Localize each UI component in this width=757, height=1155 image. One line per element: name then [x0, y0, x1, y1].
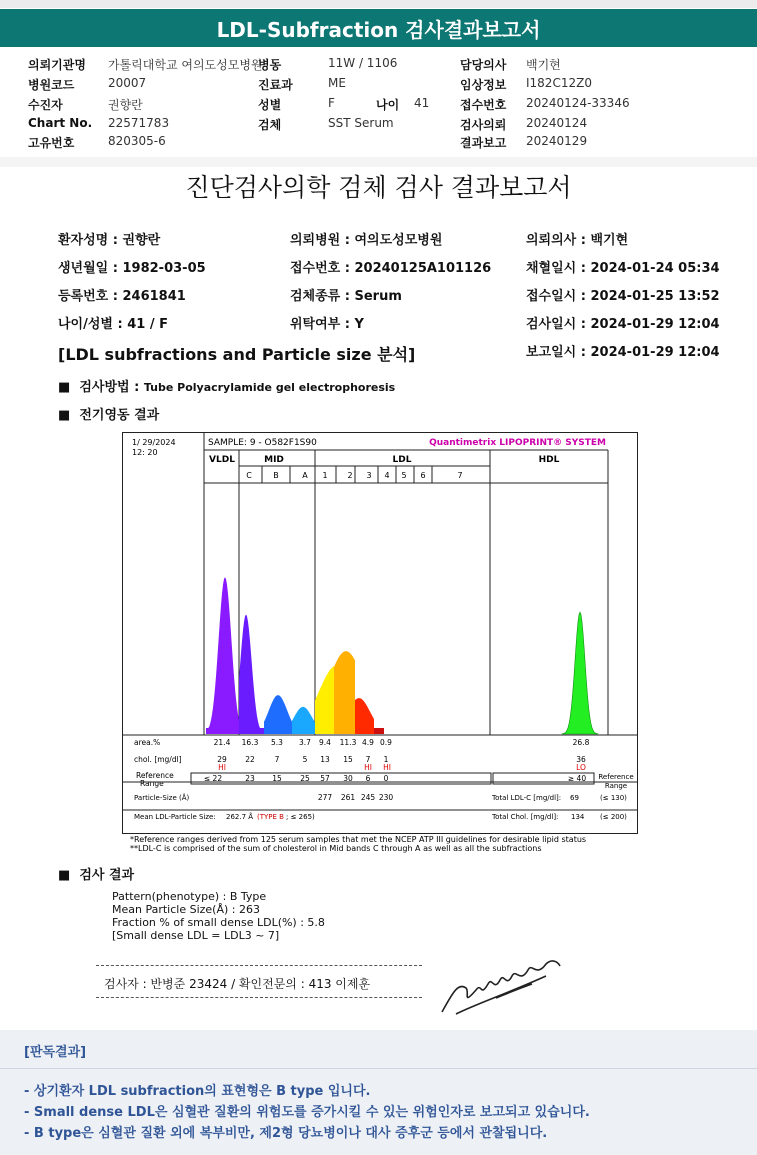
- registration-label: 등록번호 : 2461841: [58, 289, 186, 304]
- figure-system: Quantimetrix LIPOPRINT® SYSTEM: [429, 438, 606, 448]
- area-value: 3.7: [299, 738, 311, 747]
- peak-2: [334, 651, 355, 734]
- result-line: [Small dense LDL = LDL3 ~ 7]: [112, 929, 280, 942]
- header-value: 권향란: [108, 98, 143, 112]
- hospital-label: 의뢰병원 : 여의도성모병원: [290, 233, 443, 248]
- chol-value: 29: [217, 755, 227, 764]
- band-label-3: 3: [366, 471, 372, 480]
- total-ldl-label: Total LDL-C [mg/dl]:: [492, 794, 562, 802]
- specimen-label: 검체종류 : Serum: [290, 289, 402, 304]
- header-value: 820305-6: [108, 134, 166, 148]
- total-chol-value: 134: [571, 813, 585, 821]
- ref-right-1: Reference: [598, 773, 634, 781]
- range-label: Range: [140, 779, 164, 788]
- birthdate-label: 생년월일 : 1982-03-05: [58, 261, 206, 276]
- header-value: 20007: [108, 76, 147, 90]
- test-time-label: 검사일시 : 2024-01-29 12:04: [526, 317, 720, 332]
- peak-4: [374, 728, 384, 734]
- header-value: 20240124-33346: [526, 96, 630, 110]
- band-label-C: C: [246, 471, 252, 480]
- region-mid: MID: [264, 455, 284, 465]
- result-heading: ■ 검사 결과: [58, 868, 135, 883]
- ref-value: 6: [365, 774, 371, 783]
- header-value: I182C12Z0: [526, 76, 592, 90]
- reference-label: Reference: [136, 771, 174, 780]
- header-label: 고유번호: [28, 136, 75, 150]
- area-value: 9.4: [319, 738, 331, 747]
- age-sex-label: 나이/성별 : 41 / F: [58, 317, 169, 332]
- divider: [96, 965, 422, 966]
- area-value: 4.9: [362, 738, 374, 747]
- result-line: Fraction % of small dense LDL(%) : 5.8: [112, 916, 325, 929]
- band-label-A: A: [302, 471, 308, 480]
- header-label: 검체: [258, 118, 282, 132]
- interpretation-panel: [0, 1030, 757, 1155]
- interpretation-line: - 상기환자 LDL subfraction의 표현형은 B type 입니다.: [24, 1084, 371, 1099]
- report-title: 진단검사의학 검체 검사 결과보고서: [185, 173, 572, 202]
- electro-line: ■ 전기영동 결과: [58, 408, 160, 423]
- chol-value: 7: [365, 755, 371, 764]
- header-label: 임상정보: [460, 78, 507, 92]
- header-label: 나이: [376, 98, 400, 112]
- electrophoresis-figure: [122, 432, 640, 858]
- band-label-2: 2: [347, 471, 353, 480]
- ref-value: 15: [272, 774, 282, 783]
- header-value: F: [328, 96, 335, 110]
- header-value: ME: [328, 76, 346, 90]
- receipt-time-label: 접수일시 : 2024-01-25 13:52: [526, 289, 720, 304]
- referral-label: 위탁여부 : Y: [290, 317, 364, 332]
- total-chol-label: Total Chol. [mg/dl]:: [492, 813, 559, 821]
- patient-name-label: 환자성명 : 권향란: [58, 233, 161, 248]
- total-ldl-ref: (≤ 130): [600, 794, 627, 802]
- area-value: 26.8: [572, 738, 590, 747]
- accession-label: 접수번호 : 20240125A101126: [290, 261, 492, 276]
- flag-value: LO: [576, 763, 586, 772]
- particle-size-label: Particle-Size (Å): [134, 794, 190, 802]
- figure-sample: SAMPLE: 9 - O582F1S90: [208, 438, 317, 448]
- header-label: 담당의사: [460, 58, 507, 72]
- header-value: 가톨릭대학교 여의도성모병원: [108, 58, 263, 72]
- chol-value: 1: [383, 755, 389, 764]
- area-value: 5.3: [271, 738, 283, 747]
- band-label-1: 1: [322, 471, 328, 480]
- particle-size-value: 245: [360, 793, 376, 802]
- header-label: 병원코드: [28, 78, 75, 92]
- header-value: 11W / 1106: [328, 56, 398, 70]
- ref-value: 25: [300, 774, 310, 783]
- result-line: Mean Particle Size(Å) : 263: [112, 903, 260, 916]
- interpretation-line: - B type은 심혈관 질환 외에 복부비만, 제2형 당뇨병이나 대사 증후군 등에서 관찰됩니다.: [24, 1126, 548, 1141]
- divider: [0, 157, 757, 167]
- header-label: 병동: [258, 58, 282, 72]
- header-label: Chart No.: [28, 116, 93, 130]
- header-value: 22571783: [108, 116, 170, 130]
- interpretation-line: - Small dense LDL은 심혈관 질환의 위험도를 증가시킬 수 있는 위험인자로 보고되고 있습니다.: [24, 1105, 590, 1120]
- method-line: ■ 검사방법 : Tube Polyacrylamide gel electrophoresis: [58, 380, 396, 395]
- divider: [0, 1068, 757, 1069]
- ref-value: ≥ 40: [567, 774, 587, 783]
- band-label-B: B: [273, 471, 279, 480]
- page-title: [0, 9, 757, 47]
- area-value: 16.3: [241, 738, 259, 747]
- total-ldl-value: 69: [570, 794, 579, 802]
- band-label-6: 6: [420, 471, 426, 480]
- figure-time: 12: 20: [132, 448, 158, 457]
- header-value: 백기현: [526, 58, 561, 72]
- result-lines: [112, 890, 325, 942]
- area-value: 11.3: [339, 738, 357, 747]
- page-title-text: LDL-Subfraction 검사결과보고서: [216, 17, 541, 42]
- chol-value: 7: [274, 755, 280, 764]
- ref-value: 57: [320, 774, 330, 783]
- footnote-2: **LDL-C is comprised of the sum of cholesterol in Mid bands C through A as well as all the subfractions: [130, 844, 542, 853]
- electrophoresis-chart: [122, 432, 640, 858]
- ref-value: 23: [245, 774, 255, 783]
- region-vldl: VLDL: [209, 455, 235, 465]
- header-label: 접수번호: [460, 98, 507, 112]
- ref-value: 30: [343, 774, 353, 783]
- particle-size-value: 261: [340, 793, 356, 802]
- collection-time-label: 채혈일시 : 2024-01-24 05:34: [526, 261, 720, 276]
- mean-ldl-ref: ; ≤ 265): [286, 813, 315, 821]
- area-label: area.%: [134, 738, 161, 747]
- band-label-5: 5: [401, 471, 407, 480]
- type-label: (TYPE B: [257, 813, 284, 821]
- figure-date: 1/ 29/2024: [132, 438, 176, 447]
- header-label: 진료과: [258, 78, 293, 92]
- chol-value: 13: [320, 755, 330, 764]
- header-value: SST Serum: [328, 116, 394, 130]
- ref-value: 0: [383, 774, 389, 783]
- chol-value: 36: [576, 755, 586, 764]
- mean-ldl-label: Mean LDL-Particle Size:: [134, 813, 216, 821]
- top-strip: [0, 0, 757, 8]
- flag-value: HI: [383, 763, 391, 772]
- section-title: [LDL subfractions and Particle size 분석]: [58, 345, 416, 364]
- header-label: 수진자: [28, 98, 63, 112]
- divider: [96, 997, 422, 998]
- footnote-1: *Reference ranges derived from 125 serum samples that met the NCEP ATP III guidelines for desirable lipid status: [130, 835, 587, 844]
- header-label: 성별: [258, 98, 282, 112]
- band-label-7: 7: [457, 471, 463, 480]
- band-label-4: 4: [384, 471, 390, 480]
- ref-value: ≤ 22: [203, 774, 223, 783]
- particle-size-value: 277: [317, 793, 333, 802]
- mean-ldl-value: 262.7 Å: [226, 813, 254, 821]
- result-line: Pattern(phenotype) : B Type: [112, 890, 267, 903]
- header-label: 검사의뢰: [460, 118, 507, 132]
- region-ldl: LDL: [392, 455, 412, 465]
- doctor-label: 의뢰의사 : 백기현: [526, 233, 629, 248]
- chol-label: chol. [mg/dl]: [134, 755, 182, 764]
- report-document: [8, 168, 749, 1020]
- chol-value: 5: [302, 755, 308, 764]
- header-value: 20240129: [526, 134, 588, 148]
- signature-mark: [436, 954, 566, 1018]
- area-value: 21.4: [213, 738, 231, 747]
- particle-size-value: 230: [378, 793, 394, 802]
- ref-right-2: Range: [604, 782, 628, 790]
- total-chol-ref: (≤ 200): [600, 813, 627, 821]
- header-label: 의뢰기관명: [28, 58, 86, 72]
- header-value: 41: [414, 96, 430, 110]
- signature-line: 검사자 : 반병준 23424 / 확인전문의 : 413 이제훈: [104, 977, 371, 991]
- area-value: 0.9: [380, 738, 392, 747]
- region-hdl: HDL: [538, 455, 560, 465]
- flag-value: HI: [364, 763, 372, 772]
- flag-value: HI: [218, 763, 226, 772]
- header-label: 결과보고: [460, 136, 507, 150]
- report-time-label: 보고일시 : 2024-01-29 12:04: [526, 345, 720, 360]
- header-value: 20240124: [526, 116, 588, 130]
- interpretation-title: [판독결과]: [24, 1045, 87, 1060]
- chol-value: 15: [343, 755, 353, 764]
- chol-value: 22: [245, 755, 255, 764]
